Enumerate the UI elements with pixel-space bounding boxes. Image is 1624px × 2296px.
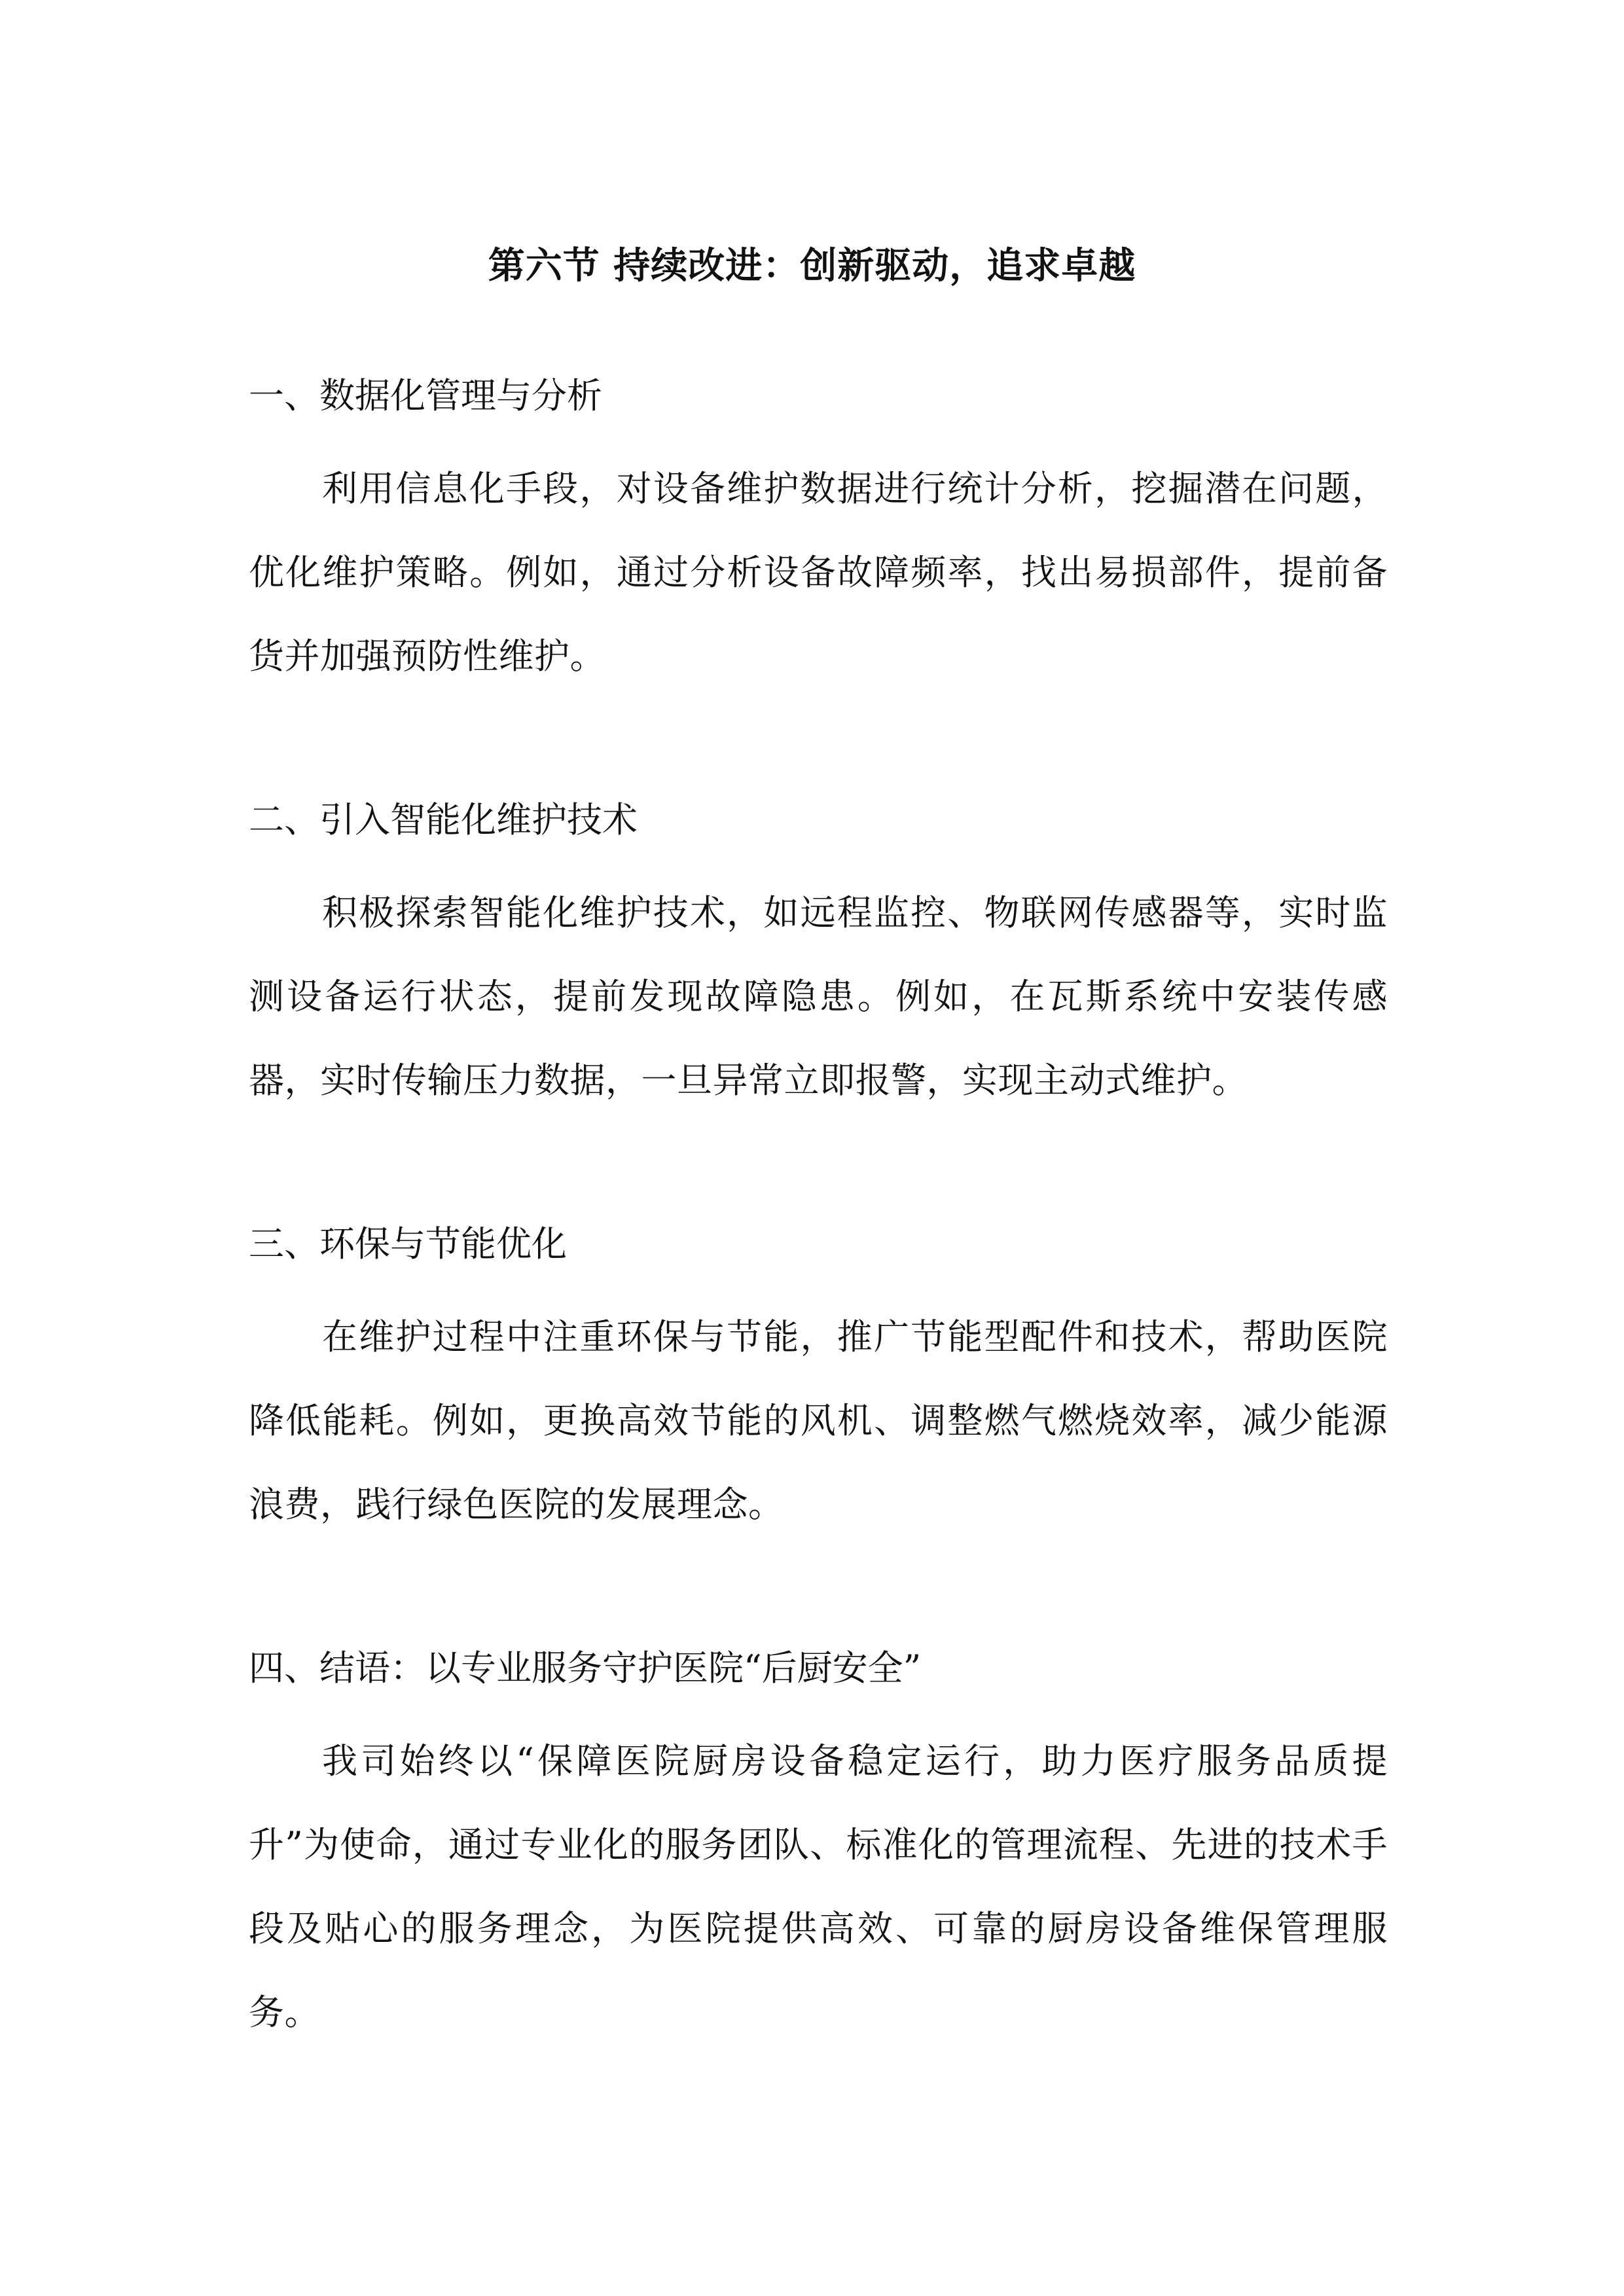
section-paragraph: 我司始终以“保障医院厨房设备稳定运行，助力医疗服务品质提升”为使命，通过专业化的服务团队、标准化的管理流程、先进的技术手段及贴心的服务理念，为医院提供高效、可靠的厨房设备维保管理服务。 [249, 1740, 1388, 2033]
section-paragraph: 在维护过程中注重环保与节能，推广节能型配件和技术，帮助医院降低能耗。例如，更换高效节能的风机、调整燃气燃烧效率，减少能源浪费，践行绿色医院的发展理念。 [249, 1316, 1388, 1525]
section-paragraph: 利用信息化手段，对设备维护数据进行统计分析，挖掘潜在问题，优化维护策略。例如，通过分析设备故障频率，找出易损部件，提前备货并加强预防性维护。 [249, 468, 1388, 677]
section-heading: 四、结语：以专业服务守护医院“后厨安全” [249, 1647, 922, 1689]
section-heading: 一、数据化管理与分析 [249, 375, 602, 416]
section-paragraph: 积极探索智能化维护技术，如远程监控、物联网传感器等，实时监测设备运行状态，提前发现故障隐患。例如，在瓦斯系统中安装传感器，实时传输压力数据，一旦异常立即报警，实现主动式维护。 [249, 892, 1388, 1101]
document-content [249, 363, 1388, 2054]
section-data-management [249, 363, 1388, 698]
page-title: 第六节 持续改进：创新驱动，追求卓越 [488, 243, 1136, 287]
section-intelligent-maintenance [249, 787, 1388, 1122]
section-conclusion [249, 1636, 1388, 2054]
section-energy-saving [249, 1211, 1388, 1547]
section-heading: 三、环保与节能优化 [249, 1223, 567, 1265]
section-heading: 二、引入智能化维护技术 [249, 799, 638, 840]
